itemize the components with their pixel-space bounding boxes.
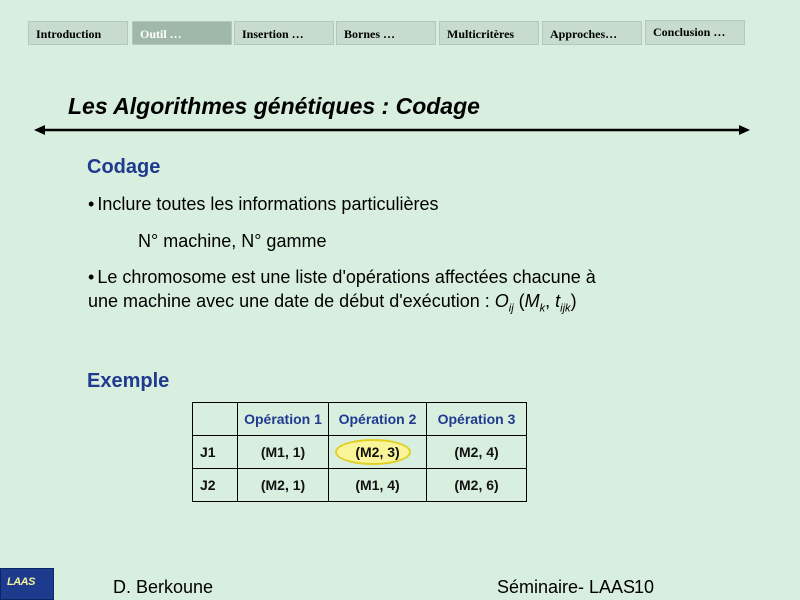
title-underline-arrow	[34, 123, 750, 137]
tab-outil[interactable]: Outil …	[132, 21, 232, 45]
highlighted-value: (M2, 3)	[355, 444, 400, 460]
table-cell: (M2, 6)	[427, 469, 527, 502]
section-nav	[28, 21, 748, 47]
bullet-icon: •	[88, 267, 95, 287]
bullet-icon: •	[88, 194, 95, 214]
bullet-item-1	[88, 194, 438, 215]
tab-conclusion[interactable]: Conclusion …	[645, 20, 745, 45]
table-header-cell: Opération 3	[427, 403, 527, 436]
tab-approches[interactable]: Approches…	[542, 21, 642, 45]
tab-bornes[interactable]: Bornes …	[336, 21, 436, 45]
table-cell: (M2, 1)	[238, 469, 329, 502]
table-cell: (M1, 4)	[329, 469, 427, 502]
tab-insertion[interactable]: Insertion …	[234, 21, 334, 45]
sub-item-1: N° machine, N° gamme	[138, 231, 327, 251]
example-table	[192, 402, 527, 502]
footer-seminar: Séminaire- LAAS	[497, 577, 636, 597]
bullet-1-text: Inclure toutes les informations particulières	[97, 194, 439, 214]
laas-logo	[0, 568, 54, 600]
table-cell: (M2, 4)	[427, 436, 527, 469]
table-cell-highlighted	[329, 436, 427, 469]
bullet-2-line2: une machine avec une date de début d'exécution :	[88, 291, 495, 311]
section-heading-codage: Codage	[87, 156, 161, 178]
footer-page-number: 10	[634, 577, 655, 597]
bullet-2-line1: Le chromosome est une liste d'opérations affectées chacune à	[97, 267, 596, 287]
table-header-cell: Opération 1	[238, 403, 329, 436]
table-header-row	[193, 403, 527, 436]
formula: $O_{ij}$ ($M_k$, $t_{ijk}$)	[494, 291, 577, 315]
table-cell: (M1, 1)	[238, 436, 329, 469]
row-label: J2	[193, 469, 238, 502]
logo-text: LAAS	[7, 576, 35, 588]
footer-author: D. Berkoune	[113, 577, 214, 597]
table-header-cell: Opération 2	[329, 403, 427, 436]
row-label: J1	[193, 436, 238, 469]
table-row	[193, 469, 527, 502]
table-row	[193, 436, 527, 469]
bullet-item-2-continued	[88, 291, 577, 315]
tab-introduction[interactable]: Introduction	[28, 21, 128, 45]
bullet-item-2	[88, 267, 596, 288]
section-heading-exemple: Exemple	[87, 370, 170, 392]
table-corner-cell	[193, 403, 238, 436]
slide-title: Les Algorithmes génétiques : Codage	[68, 93, 480, 119]
tab-multicriteres[interactable]: Multicritères	[439, 21, 539, 45]
